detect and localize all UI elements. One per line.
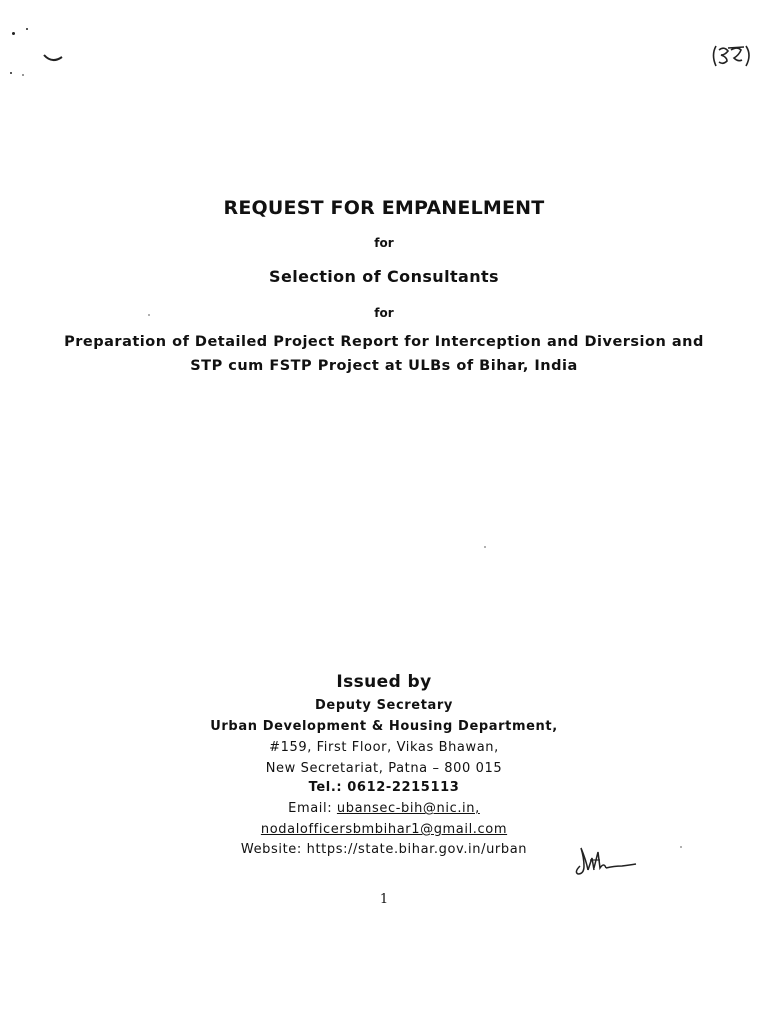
project-description-line-1: Preparation of Detailed Project Report for Interception and Diversion and <box>64 334 704 350</box>
issuer-address-line-1: #159, First Floor, Vikas Bhawan, <box>269 740 499 755</box>
email-link-1[interactable]: ubansec-bih@nic.in, <box>336 801 480 816</box>
issued-by-heading: Issued by <box>336 672 432 692</box>
scan-speck <box>680 846 682 848</box>
scan-speck <box>484 546 486 548</box>
issuer-email-row-2 <box>0 822 768 837</box>
document-title: REQUEST FOR EMPANELMENT <box>223 197 545 219</box>
project-description-line-2: STP cum FSTP Project at ULBs of Bihar, India <box>190 358 578 374</box>
scan-marks <box>6 14 66 84</box>
handwritten-signature <box>570 842 642 878</box>
scan-speck <box>148 314 150 316</box>
issuer-designation: Deputy Secretary <box>315 698 453 713</box>
issuer-email-row <box>0 801 768 816</box>
email-link-2[interactable]: nodalofficersbmbihar1@gmail.com <box>260 822 508 837</box>
connector-for-2: for <box>374 306 394 320</box>
issuer-department: Urban Development & Housing Department, <box>210 719 558 734</box>
page-number: 1 <box>379 892 389 907</box>
issuer-address-line-2: New Secretariat, Patna – 800 015 <box>265 761 503 776</box>
email-label: Email: <box>288 801 337 816</box>
issuer-telephone: Tel.: 0612-2215113 <box>308 780 460 795</box>
handwritten-corner-note <box>710 40 754 70</box>
document-subtitle: Selection of Consultants <box>269 267 499 286</box>
issuer-website: Website: https://state.bihar.gov.in/urban <box>240 842 528 857</box>
connector-for-1: for <box>374 236 394 250</box>
